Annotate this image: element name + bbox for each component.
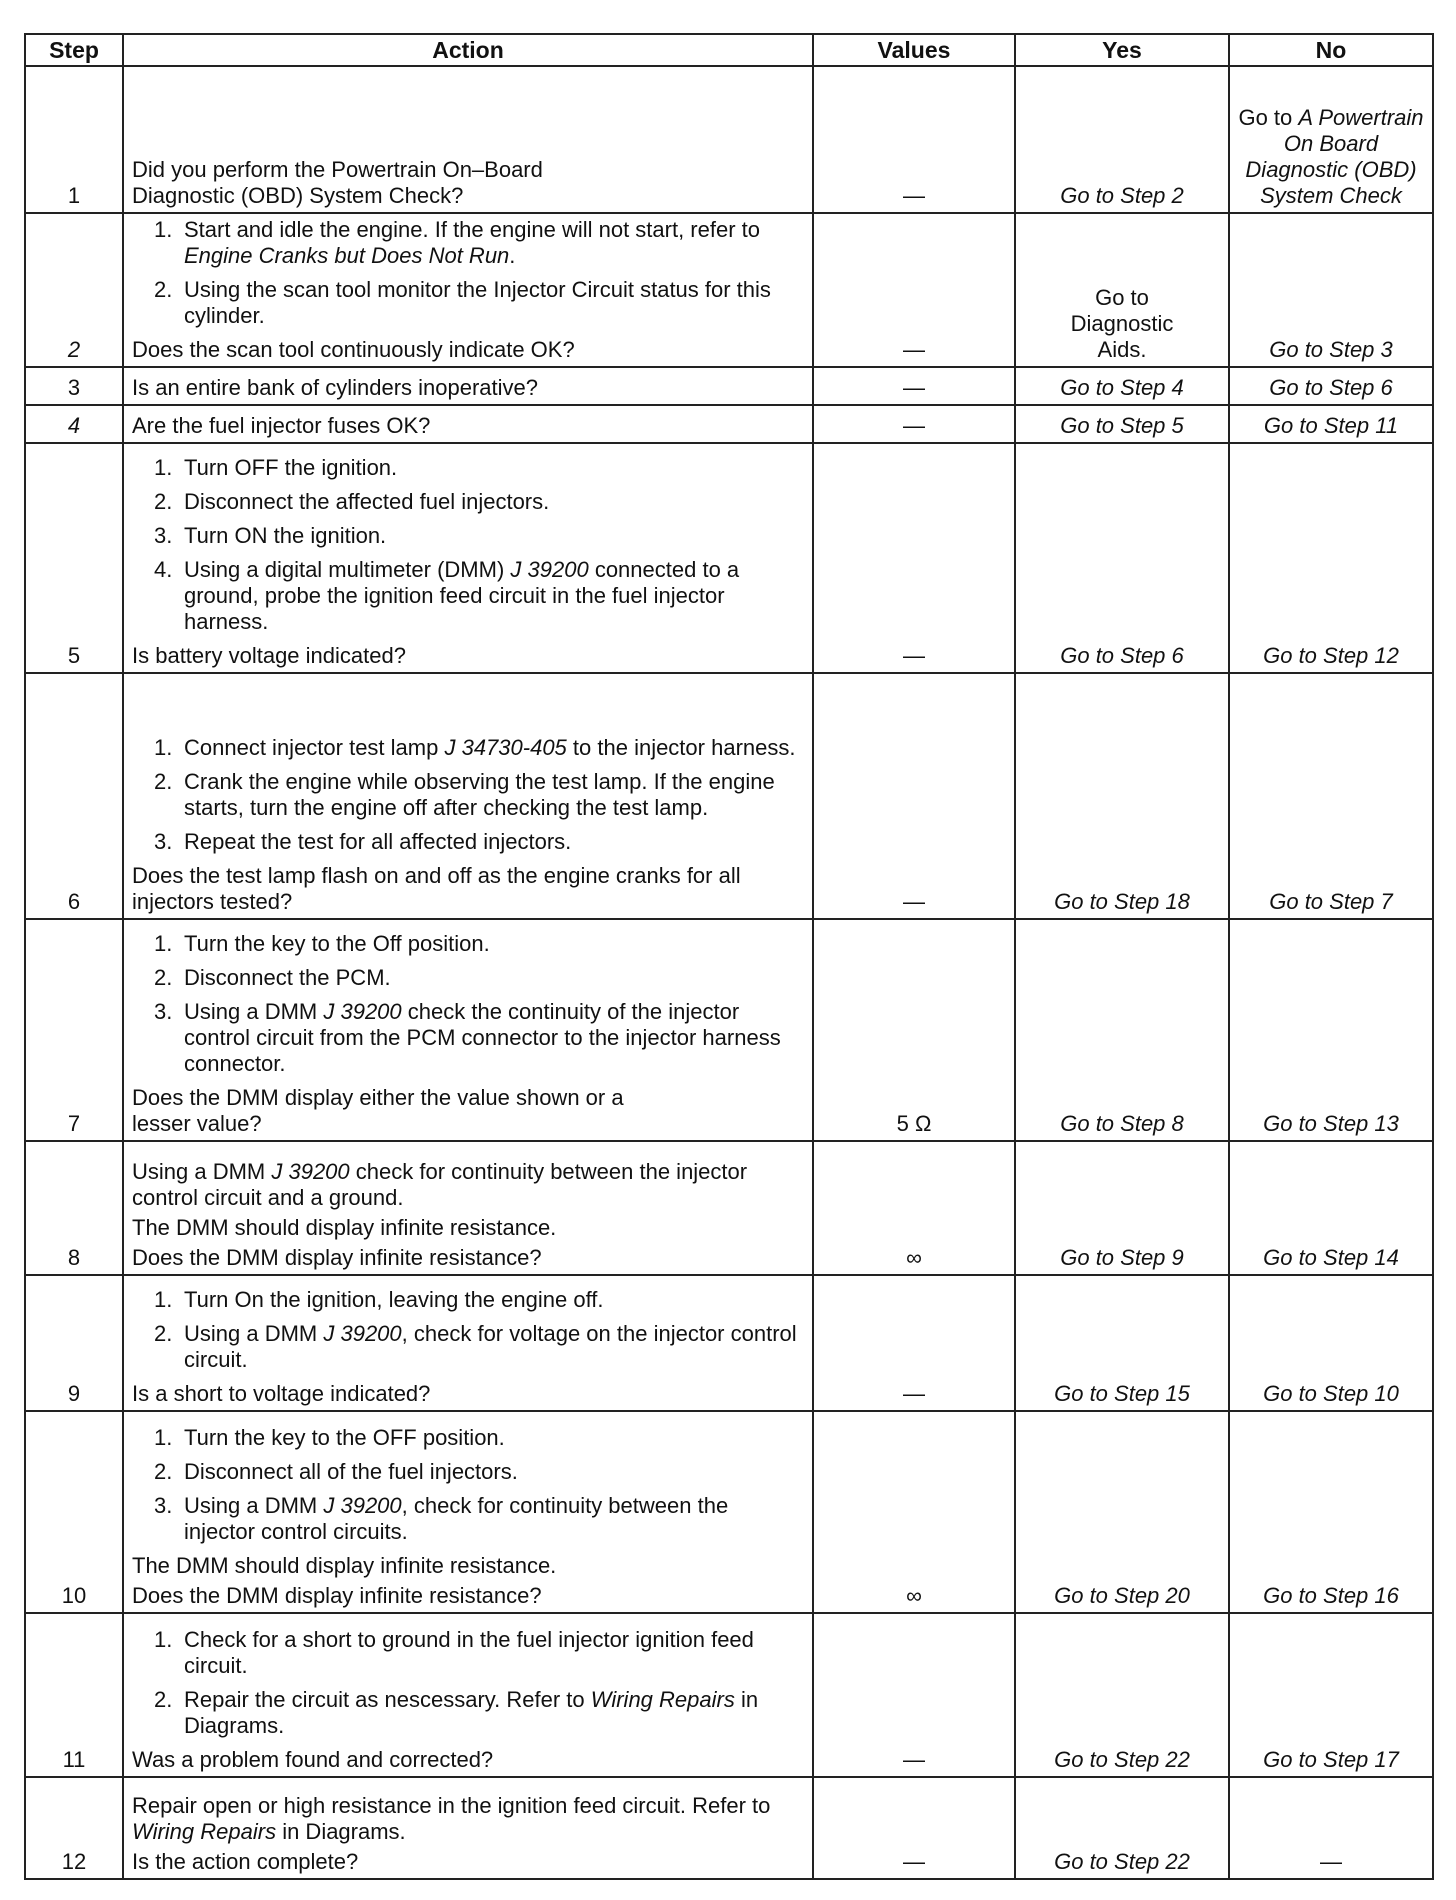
item-ref: Wiring Repairs	[590, 1687, 735, 1712]
step-number: 4	[25, 405, 123, 443]
list-item	[154, 735, 804, 761]
yes-cell: Go to Step 5	[1015, 405, 1229, 443]
item-text: Connect injector test lamp	[184, 735, 445, 760]
item-text: Turn OFF the ignition.	[184, 455, 398, 480]
no-cell: Go to Step 17	[1229, 1613, 1433, 1777]
list-item	[154, 1425, 804, 1451]
list-item	[154, 829, 804, 855]
para-ref: Wiring Repairs	[132, 1819, 277, 1844]
item-text: , check for continuity between the injector control circuits.	[184, 1493, 729, 1544]
item-text: Disconnect all of the fuel injectors.	[184, 1459, 518, 1484]
action-question: Does the DMM display either the value shown or a lesser value?	[132, 1085, 624, 1136]
yes-cell: Go to Diagnostic Aids.	[1015, 213, 1229, 367]
item-text: in Diagrams.	[184, 1687, 759, 1738]
header-yes: Yes	[1015, 34, 1229, 66]
item-number: 3.	[154, 523, 173, 548]
yes-cell: Go to Step 2	[1015, 66, 1229, 213]
value-cell: ∞	[813, 1411, 1015, 1613]
list-item	[154, 999, 804, 1077]
list-item	[154, 769, 804, 821]
no-cell: Go to Step 7	[1229, 673, 1433, 919]
action-question: Is a short to voltage indicated?	[132, 1381, 431, 1406]
step-number: 3	[25, 367, 123, 405]
action-steps	[132, 1425, 804, 1545]
action-question: Did you perform the Powertrain On–Board Diagnostic (OBD) System Check?	[132, 157, 543, 208]
item-text: Turn the key to the Off position.	[184, 931, 490, 956]
list-item	[154, 1287, 804, 1313]
item-number: 2.	[154, 965, 173, 990]
item-ref: J 34730-405	[444, 735, 567, 760]
action-cell	[123, 1777, 813, 1879]
item-ref: Engine Cranks but Does Not Run	[184, 243, 510, 268]
action-cell: Are the fuel injector fuses OK?	[123, 405, 813, 443]
item-text: Using the scan tool monitor the Injector Circuit status for this cylinder.	[184, 277, 771, 328]
value-cell: —	[813, 405, 1015, 443]
step-number: 9	[25, 1275, 123, 1411]
item-number: 2.	[154, 1321, 173, 1346]
item-text: , check for voltage on the injector control circuit.	[184, 1321, 797, 1372]
item-number: 2.	[154, 1459, 173, 1484]
item-number: 2.	[154, 1687, 173, 1712]
no-prefix: Go to	[1238, 105, 1299, 130]
action-question: Does the DMM display infinite resistance?	[132, 1245, 542, 1270]
para-text: Repair open or high resistance in the ignition feed circuit. Refer to	[132, 1793, 771, 1818]
item-text: Using a digital multimeter (DMM)	[184, 557, 511, 582]
value-cell: —	[813, 443, 1015, 673]
yes-cell: Go to Step 22	[1015, 1777, 1229, 1879]
list-item	[154, 1687, 804, 1739]
table-row	[25, 66, 1433, 213]
action-cell	[123, 213, 813, 367]
item-number: 1.	[154, 735, 173, 760]
action-cell	[123, 1411, 813, 1613]
action-question: Does the scan tool continuously indicate OK?	[132, 337, 575, 362]
action-paragraph: The DMM should display infinite resistance.	[132, 1215, 557, 1240]
item-text: Using a DMM	[184, 1493, 324, 1518]
step-number: 10	[25, 1411, 123, 1613]
table-row	[25, 443, 1433, 673]
no-cell: Go to Step 16	[1229, 1411, 1433, 1613]
yes-cell: Go to Step 4	[1015, 367, 1229, 405]
step-number: 5	[25, 443, 123, 673]
action-question: Is battery voltage indicated?	[132, 643, 406, 668]
list-item	[154, 1459, 804, 1485]
header-values: Values	[813, 34, 1015, 66]
no-cell: Go to Step 6	[1229, 367, 1433, 405]
item-text: Crank the engine while observing the test lamp. If the engine starts, turn the engine off after checking the test lamp.	[184, 769, 775, 820]
value-cell: ∞	[813, 1141, 1015, 1275]
action-steps	[132, 1627, 804, 1739]
item-text: to the injector harness.	[566, 735, 796, 760]
action-steps	[132, 1287, 804, 1373]
table-row	[25, 405, 1433, 443]
action-question: Does the test lamp flash on and off as the engine cranks for all injectors tested?	[132, 863, 741, 914]
action-paragraph	[132, 1793, 804, 1845]
action-cell	[123, 1613, 813, 1777]
step-number: 6	[25, 673, 123, 919]
yes-cell: Go to Step 8	[1015, 919, 1229, 1141]
value-cell: —	[813, 673, 1015, 919]
list-item	[154, 557, 804, 635]
table-row	[25, 367, 1433, 405]
list-item	[154, 489, 804, 515]
action-question: Is the action complete?	[132, 1849, 359, 1874]
diagnostic-table	[24, 33, 1434, 1880]
yes-cell: Go to Step 9	[1015, 1141, 1229, 1275]
action-question: Was a problem found and corrected?	[132, 1747, 494, 1772]
table-row	[25, 1411, 1433, 1613]
item-number: 2.	[154, 489, 173, 514]
no-cell: Go to Step 10	[1229, 1275, 1433, 1411]
item-number: 1.	[154, 1287, 173, 1312]
item-text: connected to a ground, probe the ignition feed circuit in the fuel injector harness.	[184, 557, 740, 634]
action-cell	[123, 1141, 813, 1275]
list-item	[154, 931, 804, 957]
item-ref: J 39200	[323, 999, 402, 1024]
item-number: 2.	[154, 277, 173, 302]
para-text: in Diagrams.	[276, 1819, 406, 1844]
no-link: A Powertrain On Board Diagnostic (OBD) System Check	[1245, 105, 1424, 208]
item-text: Start and idle the engine. If the engine will not start, refer to	[184, 217, 761, 242]
table-row	[25, 213, 1433, 367]
list-item	[154, 455, 804, 481]
value-cell: —	[813, 66, 1015, 213]
no-cell: Go to Step 12	[1229, 443, 1433, 673]
list-item	[154, 277, 804, 329]
step-number: 11	[25, 1613, 123, 1777]
action-cell	[123, 673, 813, 919]
action-cell	[123, 66, 813, 213]
value-cell: —	[813, 1613, 1015, 1777]
header-step: Step	[25, 34, 123, 66]
item-text: Using a DMM	[184, 999, 324, 1024]
action-paragraph	[132, 1159, 804, 1211]
value-cell: 5 Ω	[813, 919, 1015, 1141]
step-number: 7	[25, 919, 123, 1141]
item-text: Check for a short to ground in the fuel injector ignition feed circuit.	[184, 1627, 754, 1678]
value-cell: —	[813, 367, 1015, 405]
no-cell: Go to Step 14	[1229, 1141, 1433, 1275]
table-row	[25, 1141, 1433, 1275]
yes-cell: Go to Step 6	[1015, 443, 1229, 673]
item-text: check the continuity of the injector control circuit from the PCM connector to the injector harness connector.	[184, 999, 781, 1076]
item-number: 1.	[154, 455, 173, 480]
no-cell	[1229, 66, 1433, 213]
action-cell	[123, 919, 813, 1141]
list-item	[154, 217, 804, 269]
item-text: Disconnect the PCM.	[184, 965, 391, 990]
para-text: Using a DMM	[132, 1159, 272, 1184]
step-number: 8	[25, 1141, 123, 1275]
item-text: Using a DMM	[184, 1321, 324, 1346]
action-steps	[132, 735, 804, 855]
no-cell: —	[1229, 1777, 1433, 1879]
item-text: Disconnect the affected fuel injectors.	[184, 489, 550, 514]
step-number: 2	[25, 213, 123, 367]
item-text: Turn On the ignition, leaving the engine off.	[184, 1287, 604, 1312]
no-cell: Go to Step 13	[1229, 919, 1433, 1141]
action-paragraph: The DMM should display infinite resistance.	[132, 1553, 557, 1578]
item-number: 2.	[154, 769, 173, 794]
value-cell: —	[813, 1275, 1015, 1411]
no-cell: Go to Step 11	[1229, 405, 1433, 443]
yes-cell: Go to Step 18	[1015, 673, 1229, 919]
item-text: Turn ON the ignition.	[184, 523, 387, 548]
item-text: .	[509, 243, 516, 268]
table-row	[25, 673, 1433, 919]
list-item	[154, 1627, 804, 1679]
item-number: 3.	[154, 999, 173, 1024]
step-number: 12	[25, 1777, 123, 1879]
header-action: Action	[123, 34, 813, 66]
item-ref: J 39200	[510, 557, 589, 582]
list-item	[154, 965, 804, 991]
table-row	[25, 1613, 1433, 1777]
header-no: No	[1229, 34, 1433, 66]
list-item	[154, 1493, 804, 1545]
item-text: Turn the key to the OFF position.	[184, 1425, 505, 1450]
list-item	[154, 523, 804, 549]
header-row	[25, 34, 1433, 66]
list-item	[154, 1321, 804, 1373]
yes-cell: Go to Step 20	[1015, 1411, 1229, 1613]
item-text: Repeat the test for all affected injectors.	[184, 829, 572, 854]
item-number: 1.	[154, 931, 173, 956]
table-row	[25, 1777, 1433, 1879]
item-ref: J 39200	[323, 1321, 402, 1346]
diagnostic-page	[24, 33, 1432, 1880]
action-steps	[132, 217, 804, 329]
item-number: 3.	[154, 829, 173, 854]
table-row	[25, 1275, 1433, 1411]
item-ref: J 39200	[323, 1493, 402, 1518]
para-ref: J 39200	[271, 1159, 350, 1184]
action-cell	[123, 443, 813, 673]
para-text: check for continuity between the injector control circuit and a ground.	[132, 1159, 748, 1210]
table-row	[25, 919, 1433, 1141]
value-cell: —	[813, 213, 1015, 367]
action-steps	[132, 931, 804, 1077]
item-number: 4.	[154, 557, 173, 582]
item-number: 1.	[154, 1425, 173, 1450]
action-steps	[132, 455, 804, 635]
yes-cell: Go to Step 15	[1015, 1275, 1229, 1411]
action-cell	[123, 1275, 813, 1411]
yes-cell: Go to Step 22	[1015, 1613, 1229, 1777]
value-cell: —	[813, 1777, 1015, 1879]
step-number: 1	[25, 66, 123, 213]
no-cell: Go to Step 3	[1229, 213, 1433, 367]
action-question: Does the DMM display infinite resistance?	[132, 1583, 542, 1608]
item-number: 3.	[154, 1493, 173, 1518]
item-number: 1.	[154, 217, 173, 242]
item-number: 1.	[154, 1627, 173, 1652]
action-cell: Is an entire bank of cylinders inoperative?	[123, 367, 813, 405]
item-text: Repair the circuit as nescessary. Refer to	[184, 1687, 591, 1712]
